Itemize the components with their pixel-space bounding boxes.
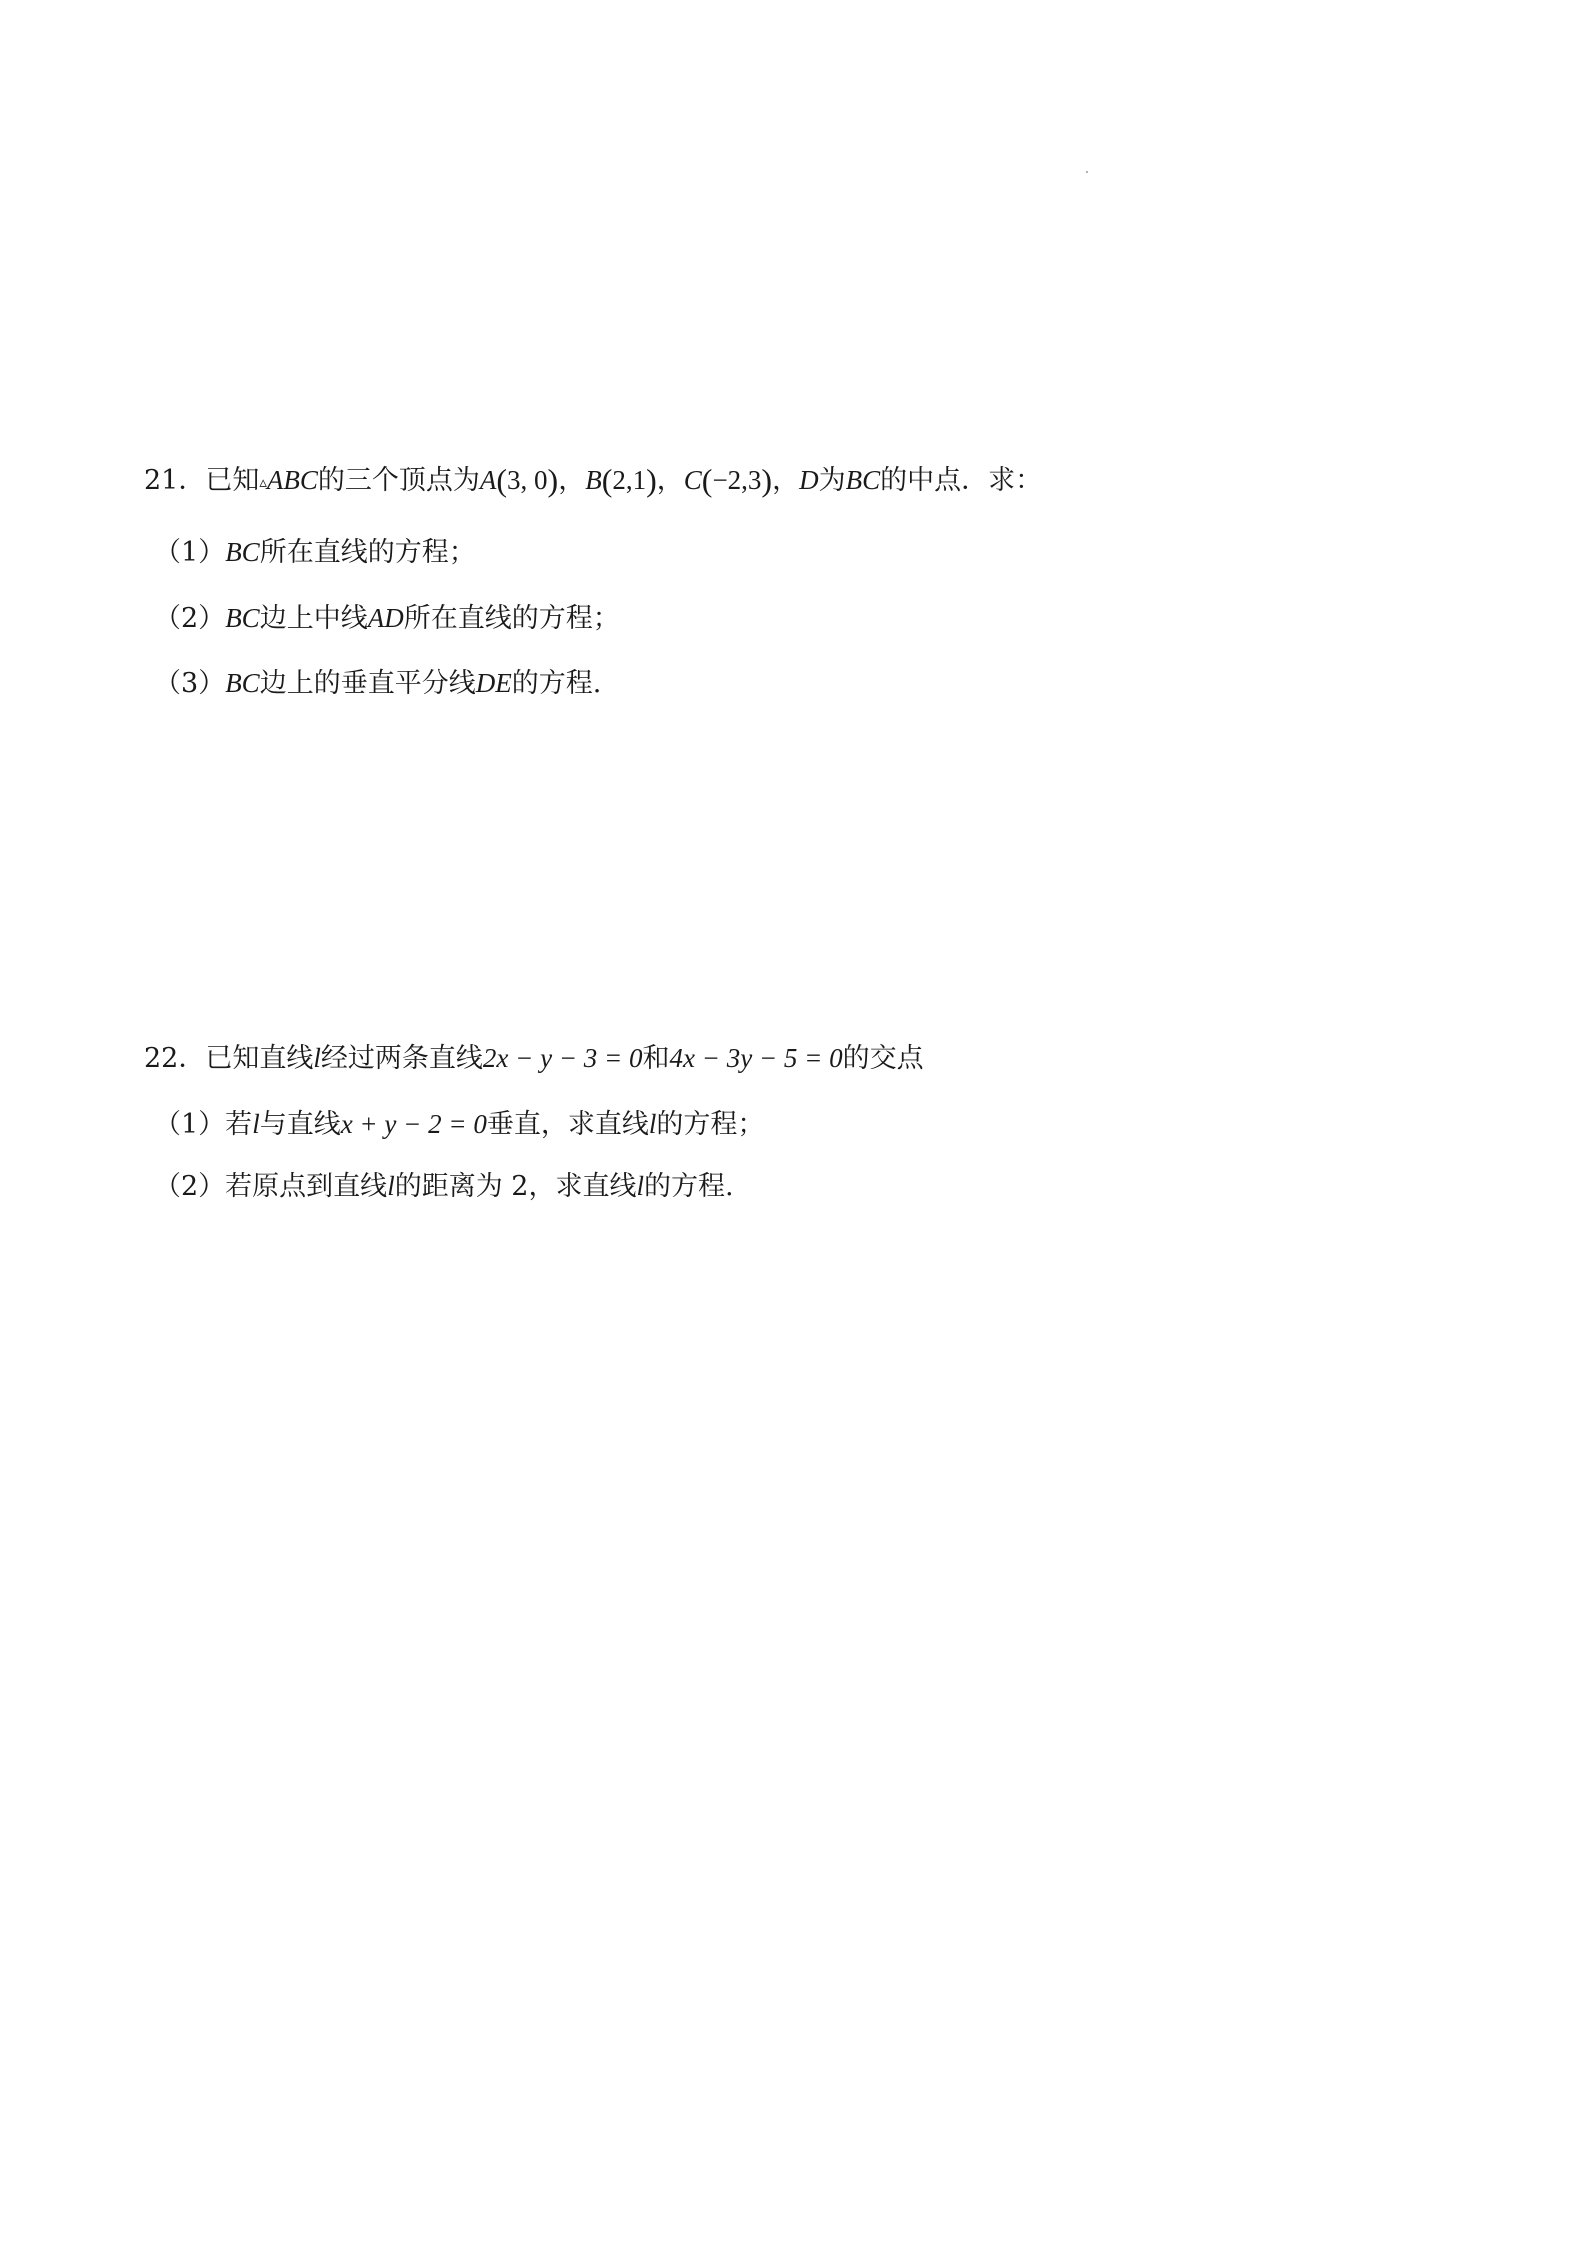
separator: ， xyxy=(558,465,586,496)
point-d-label: D xyxy=(799,465,819,495)
line-l: l xyxy=(636,1171,644,1201)
part-number: （2）若原点到直线 xyxy=(154,1171,388,1202)
segment-bc: BC xyxy=(845,465,881,495)
q21-part-3 xyxy=(154,665,601,702)
q22-part-2 xyxy=(154,1168,734,1205)
part-text: 边上中线 xyxy=(259,603,368,634)
q21-text-1: 的三个顶点为 xyxy=(317,465,480,496)
q22-text-2: 和 xyxy=(642,1043,670,1074)
line-l: l xyxy=(648,1109,657,1139)
q21-part-2 xyxy=(154,600,620,637)
equation-2: 4x − 3y − 5 = 0 xyxy=(669,1043,843,1073)
part-number: （1）若 xyxy=(154,1109,253,1140)
separator: ， xyxy=(772,465,800,496)
point-a-label: A xyxy=(479,465,497,495)
part-text: 所在直线的方程； xyxy=(259,537,476,568)
scan-speck xyxy=(1086,171,1088,173)
part-text: 边上的垂直平分线 xyxy=(259,668,476,699)
point-b-coords: 2,1 xyxy=(612,465,647,495)
q22-part-1 xyxy=(154,1106,764,1143)
line-l: l xyxy=(387,1171,395,1201)
part-text: 与直线 xyxy=(259,1109,341,1140)
point-c-label: C xyxy=(683,465,702,495)
triangle-abc: ABC xyxy=(266,465,318,495)
equation-1: 2x − y − 3 = 0 xyxy=(482,1043,643,1073)
segment-bc: BC xyxy=(225,668,260,698)
separator: ， xyxy=(656,465,684,496)
part-text: 垂直，求直线 xyxy=(486,1109,649,1140)
equation: x + y − 2 = 0 xyxy=(340,1109,487,1139)
triangle-symbol: ▵ xyxy=(259,473,267,491)
q22-stem xyxy=(144,1040,924,1077)
part-text: 的方程. xyxy=(643,1171,734,1202)
segment-ad: AD xyxy=(367,603,404,633)
line-l: l xyxy=(252,1109,260,1139)
q21-text-3: 的中点．求： xyxy=(880,465,1043,496)
point-a-coords: 3, 0 xyxy=(507,465,548,495)
q22-text-1: 经过两条直线 xyxy=(320,1043,483,1074)
q21-number: 21．已知 xyxy=(144,465,260,496)
q21-part-1 xyxy=(154,534,476,571)
part-number: （3） xyxy=(154,668,226,699)
point-a-left-paren: ( xyxy=(496,462,508,498)
q21-text-2: 为 xyxy=(818,465,846,496)
point-a-right-paren: ) xyxy=(547,462,559,498)
point-b-label: B xyxy=(585,465,602,495)
part-number: （1） xyxy=(154,537,226,568)
part-text: 的距离为 2，求直线 xyxy=(394,1171,637,1202)
part-text: 的方程. xyxy=(511,668,602,699)
segment-bc: BC xyxy=(225,537,260,567)
part-number: （2） xyxy=(154,603,226,634)
point-b-left-paren: ( xyxy=(601,462,613,498)
point-b-right-paren: ) xyxy=(646,462,657,498)
point-c-left-paren: ( xyxy=(701,462,713,498)
segment-bc: BC xyxy=(225,603,260,633)
point-c-right-paren: ) xyxy=(761,462,773,498)
line-l: l xyxy=(313,1043,321,1073)
q22-number: 22．已知直线 xyxy=(144,1043,314,1074)
segment-de: DE xyxy=(475,668,512,698)
q22-text-3: 的交点 xyxy=(842,1043,924,1074)
point-c-coords: −2,3 xyxy=(712,465,762,495)
part-text: 的方程； xyxy=(656,1109,765,1140)
q21-stem xyxy=(144,462,1042,500)
part-text: 所在直线的方程； xyxy=(403,603,620,634)
